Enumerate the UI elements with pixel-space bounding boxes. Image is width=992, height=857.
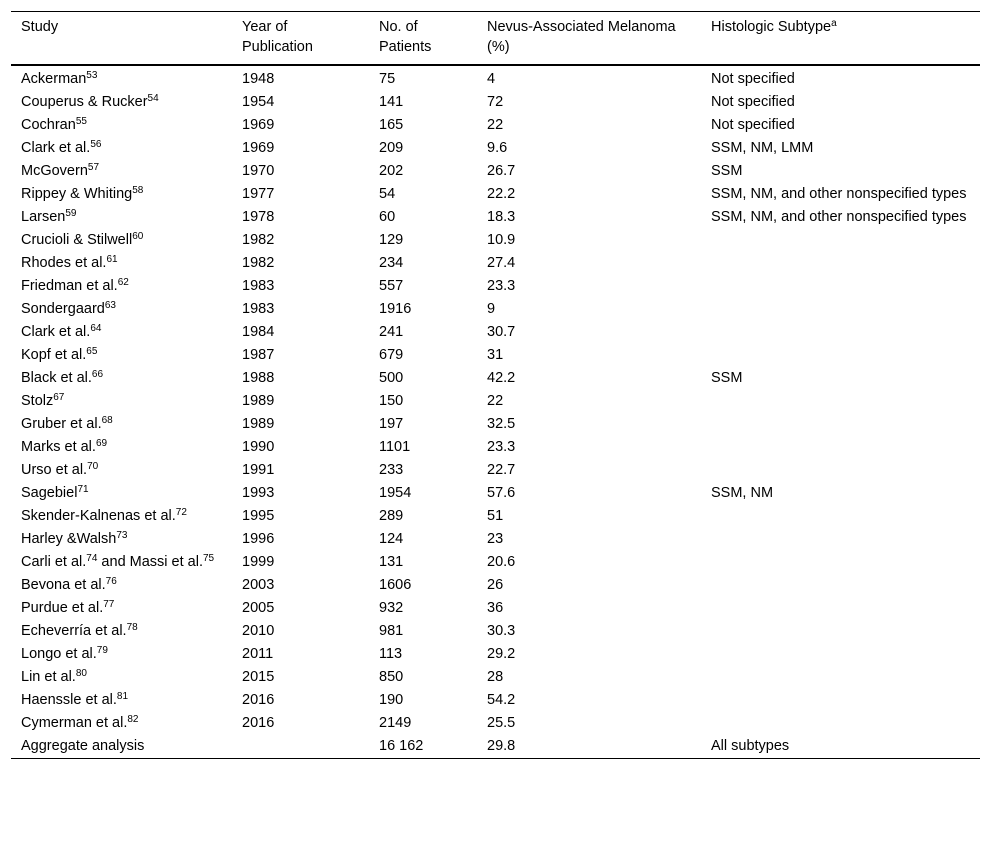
table-row [11,643,980,666]
table-row [11,459,980,482]
patients-cell: 2149 [379,715,412,731]
header-subtype [701,12,980,66]
study-cell [11,367,232,390]
study-cell [11,643,232,666]
year-cell: 1984 [242,324,275,340]
patients-cell: 557 [379,278,404,294]
year-cell: 2010 [242,623,275,639]
reference-number: 67 [53,392,65,403]
study-cell [11,114,232,137]
patients-cell: 679 [379,347,404,363]
study-cell [11,459,232,482]
study-name: Cochran [21,117,76,133]
study-cell [11,65,232,91]
table-row [11,275,980,298]
table-row [11,735,980,759]
subtype-cell [701,689,980,712]
table-row [11,666,980,689]
study-cell [11,321,232,344]
melanoma-pct-cell: 9.6 [487,140,508,156]
subtype-cell [701,643,980,666]
study-name: McGovern [21,163,88,179]
table-row [11,712,980,735]
melanoma-pct-cell: 54.2 [487,692,516,708]
year-cell: 1991 [242,462,275,478]
year-cell: 1990 [242,439,275,455]
melanoma-pct-cell: 26 [487,577,504,593]
reference-number: 59 [65,208,77,219]
melanoma-pct-cell: 29.8 [477,735,701,759]
table-row [11,528,980,551]
melanoma-pct-cell: 4 [487,71,496,87]
study-name: Cymerman et al. [21,715,128,731]
patients-cell: 932 [379,600,404,616]
year-cell: 1978 [242,209,275,225]
table-row [11,183,980,206]
year-cell: 2005 [242,600,275,616]
table-row [11,344,980,367]
table-row [11,160,980,183]
table-row [11,505,980,528]
melanoma-pct-cell: 9 [487,301,496,317]
study-cell [11,597,232,620]
subtype-cell [701,597,980,620]
study-cell [11,137,232,160]
study-name: Clark et al. [21,324,91,340]
year-cell: 1982 [242,255,275,271]
patients-cell: 202 [379,163,404,179]
subtype-cell: SSM, NM, and other nonspecified types [711,209,967,225]
table-row [11,390,980,413]
patients-cell: 234 [379,255,404,271]
study-name: Marks et al. [21,439,96,455]
patients-cell: 129 [379,232,404,248]
header-year: Year of Publication [232,12,369,66]
study-cell [11,252,232,275]
melanoma-pct-cell: 36 [487,600,504,616]
reference-number: 53 [86,70,98,81]
subtype-cell [701,459,980,482]
table-row [11,229,980,252]
subtype-cell [701,528,980,551]
study-name: Ackerman [21,71,87,87]
study-cell [11,620,232,643]
study-cell [11,436,232,459]
year-cell: 2016 [242,715,275,731]
reference-number: 57 [87,162,100,173]
study-name: Kopf et al. [21,347,87,363]
year-cell: 1989 [242,393,275,409]
study-name: Aggregate analysis [21,738,145,754]
table-row [11,137,980,160]
reference-number: 68 [101,415,113,426]
year-cell: 1987 [242,347,275,363]
reference-number: 54 [147,93,159,104]
year-cell: 1970 [242,163,275,179]
year-cell: 1988 [242,370,275,386]
patients-cell: 850 [379,669,404,685]
melanoma-pct-cell: 28 [487,669,504,685]
study-name: Urso et al. [21,462,88,478]
study-cell [11,505,232,528]
table-body [11,65,980,759]
subtype-cell [701,712,980,735]
reference-number: 73 [116,530,128,541]
study-name: Harley &Walsh [21,531,117,547]
reference-number: 81 [116,691,129,702]
subtype-cell: SSM [711,163,743,179]
patients-cell: 190 [379,692,404,708]
subtype-cell [701,505,980,528]
reference-number: 63 [104,300,116,311]
study-name: Crucioli & Stilwell [21,232,133,248]
reference-number: 74 [86,553,98,564]
table-row [11,597,980,620]
melanoma-pct-cell: 72 [487,94,504,110]
reference-number: 61 [106,254,118,265]
subtype-cell [701,298,980,321]
reference-number: 65 [86,346,98,357]
study-name: Sondergaard [21,301,105,317]
patients-cell: 60 [379,209,396,225]
reference-number-second: 75 [202,553,215,564]
table-row [11,413,980,436]
study-cell [11,229,232,252]
header-patients: No. of Patients [369,12,477,66]
table-row [11,206,980,229]
study-name: Carli et al. [21,554,87,570]
melanoma-pct-cell: 23.3 [487,278,516,294]
table-row [11,252,980,275]
year-cell: 2015 [242,669,275,685]
year-cell: 1954 [242,94,275,110]
table-row [11,620,980,643]
study-cell [11,528,232,551]
study-name: Haenssle et al. [21,692,117,708]
header-study: Study [11,12,232,66]
subtype-cell [701,620,980,643]
patients-cell: 1606 [379,577,412,593]
reference-number: 64 [90,323,102,334]
melanoma-pct-cell: 22 [487,117,504,133]
study-name: Bevona et al. [21,577,106,593]
study-name-second: and Massi et al. [97,554,203,570]
subtype-cell [701,666,980,689]
subtype-cell: Not specified [711,117,795,133]
melanoma-pct-cell: 30.3 [487,623,516,639]
melanoma-pct-cell: 57.6 [487,485,516,501]
subtype-cell: SSM, NM, and other nonspecified types [711,186,967,202]
year-cell: 2016 [242,692,275,708]
melanoma-pct-cell: 31 [487,347,504,363]
table-row [11,321,980,344]
patients-cell: 16 162 [369,735,477,759]
reference-number: 71 [77,484,89,495]
melanoma-pct-cell: 27.4 [487,255,516,271]
year-cell: 1989 [242,416,275,432]
study-cell [11,183,232,206]
table-row [11,298,980,321]
study-cell [11,160,232,183]
reference-number: 55 [75,116,87,127]
subtype-cell [701,574,980,597]
study-name: Stolz [21,393,54,409]
melanoma-pct-cell: 20.6 [487,554,516,570]
reference-number: 79 [96,645,108,656]
study-cell [11,344,232,367]
table-row [11,482,980,505]
reference-number: 69 [95,438,108,449]
melanoma-pct-cell: 22.2 [487,186,516,202]
reference-number: 56 [90,139,102,150]
study-cell [11,206,232,229]
reference-number: 66 [91,369,104,380]
subtype-cell: Not specified [711,71,795,87]
study-cell [11,298,232,321]
subtype-cell [701,413,980,436]
year-cell: 1969 [242,117,275,133]
melanoma-pct-cell: 30.7 [487,324,516,340]
study-name: Couperus & Rucker [21,94,148,110]
study-name: Clark et al. [21,140,91,156]
patients-cell: 500 [379,370,404,386]
table-row [11,367,980,390]
reference-number: 60 [132,231,144,242]
patients-cell: 150 [379,393,404,409]
melanoma-pct-cell: 22 [487,393,504,409]
reference-number: 78 [126,622,138,633]
subtype-cell [701,252,980,275]
study-name: Skender-Kalnenas et al. [21,508,176,524]
year-cell: 1995 [242,508,275,524]
subtype-cell: SSM, NM [711,485,774,501]
reference-number: 62 [117,277,129,288]
table-row [11,91,980,114]
patients-cell: 1101 [379,439,411,455]
table-row [11,574,980,597]
year-cell: 1982 [242,232,275,248]
study-cell [11,689,232,712]
table-row [11,114,980,137]
table-row [11,551,980,574]
year-cell: 1996 [242,531,275,547]
study-name: Lin et al. [21,669,76,685]
patients-cell: 241 [379,324,404,340]
study-cell [11,712,232,735]
table-row [11,65,980,91]
reference-number: 72 [175,507,187,518]
year-cell: 1977 [242,186,275,202]
study-name: Purdue et al. [21,600,104,616]
study-cell [11,482,232,505]
reference-number: 80 [75,668,87,679]
melanoma-pct-cell: 42.2 [487,370,516,386]
melanoma-pct-cell: 25.5 [487,715,516,731]
subtype-cell [701,229,980,252]
table-header-row [11,12,980,66]
year-cell: 1969 [242,140,275,156]
patients-cell: 197 [379,416,404,432]
melanoma-pct-cell: 10.9 [487,232,516,248]
study-name: Larsen [21,209,66,225]
melanoma-pct-cell: 32.5 [487,416,516,432]
subtype-cell [701,436,980,459]
melanoma-pct-cell: 51 [487,508,504,524]
melanoma-pct-cell: 18.3 [487,209,516,225]
subtype-cell [701,551,980,574]
year-cell: 2003 [242,577,275,593]
header-subtype-footnote: a [831,18,837,29]
melanoma-pct-cell: 23 [487,531,504,547]
study-name: Sagebiel [21,485,78,501]
year-cell: 2011 [242,646,274,662]
study-cell [11,551,232,574]
year-cell [232,735,369,759]
study-cell [11,666,232,689]
melanoma-pct-cell: 29.2 [487,646,516,662]
table-row [11,689,980,712]
patients-cell: 141 [379,94,404,110]
patients-cell: 1954 [379,485,412,501]
melanoma-pct-cell: 22.7 [487,462,516,478]
patients-cell: 209 [379,140,404,156]
patients-cell: 124 [379,531,404,547]
patients-cell: 113 [379,646,403,662]
reference-number: 82 [127,714,139,725]
patients-cell: 233 [379,462,404,478]
year-cell: 1983 [242,278,275,294]
year-cell: 1993 [242,485,275,501]
study-name: Longo et al. [21,646,97,662]
nevus-melanoma-table [11,11,980,759]
subtype-cell: SSM, NM, LMM [711,140,814,156]
header-subtype-label: Histologic Subtype [711,19,832,35]
study-cell [11,735,232,759]
patients-cell: 131 [379,554,404,570]
patients-cell: 165 [379,117,404,133]
year-cell: 1948 [242,71,275,87]
patients-cell: 1916 [379,301,412,317]
subtype-cell: SSM [711,370,743,386]
study-cell [11,390,232,413]
subtype-cell [701,344,980,367]
patients-cell: 289 [379,508,404,524]
patients-cell: 981 [379,623,404,639]
subtype-cell [701,275,980,298]
patients-cell: 54 [379,186,396,202]
patients-cell: 75 [379,71,396,87]
melanoma-pct-cell: 23.3 [487,439,516,455]
study-name: Rhodes et al. [21,255,107,271]
melanoma-pct-cell: 26.7 [487,163,516,179]
table-row [11,436,980,459]
study-name: Gruber et al. [21,416,102,432]
subtype-cell [701,321,980,344]
reference-number: 77 [103,599,115,610]
study-cell [11,91,232,114]
year-cell: 1999 [242,554,275,570]
year-cell: 1983 [242,301,275,317]
reference-number: 70 [87,461,99,472]
study-name: Rippey & Whiting [21,186,133,202]
study-name: Black et al. [21,370,92,386]
subtype-cell: Not specified [711,94,795,110]
study-cell [11,574,232,597]
study-name: Echeverría et al. [21,623,127,639]
subtype-cell [701,390,980,413]
study-cell [11,413,232,436]
study-cell [11,275,232,298]
reference-number: 58 [132,185,144,196]
study-name: Friedman et al. [21,278,118,294]
subtype-cell: All subtypes [701,735,980,759]
header-melanoma-pct: Nevus-Associated Melanoma (%) [477,12,701,66]
reference-number: 76 [105,576,117,587]
